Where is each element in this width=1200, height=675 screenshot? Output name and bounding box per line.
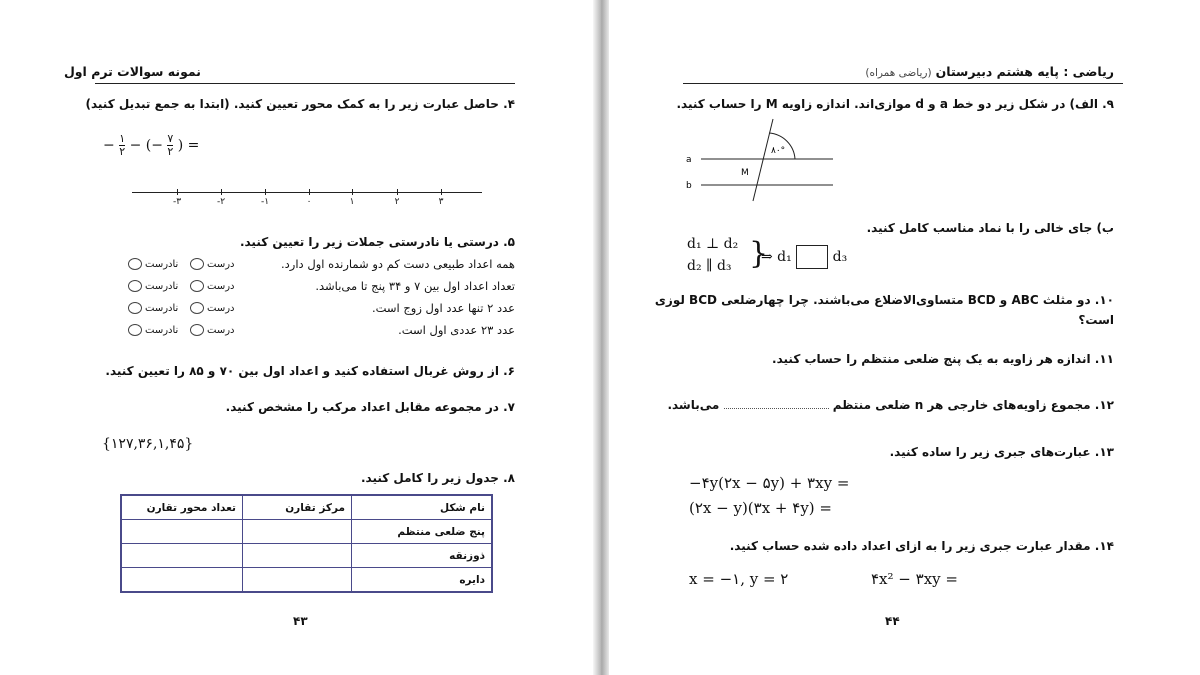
page-number: ۴۳ [293, 614, 308, 628]
axis-tick [397, 189, 398, 195]
denominator-1: ۲ [119, 145, 126, 158]
true-option[interactable] [190, 324, 234, 336]
axis-tick-label: ۲ [394, 197, 400, 207]
algebraic-expression: ۴x² − ۳xy = [871, 570, 958, 588]
label-b: b [686, 181, 692, 191]
question-12-text: ۱۲. مجموع زاویه‌های خارجی هر n ضلعی منتظم [832, 398, 1114, 412]
given-values: x = −۱, y = ۲ [689, 570, 789, 588]
radio-false[interactable] [128, 280, 142, 292]
expression-1: −۴y(۲x − ۵y) + ۳xy = [689, 474, 850, 492]
implication [761, 245, 847, 269]
radio-false[interactable] [128, 258, 142, 270]
symmetry-table [120, 494, 493, 593]
axis-tick-label: -۱ [260, 197, 270, 207]
question-12 [667, 398, 1114, 412]
page-header-title: ریاضی : پایه هشتم دبیرستان [935, 64, 1114, 79]
numerator-2: ۷ [167, 132, 174, 145]
false-option[interactable] [128, 324, 178, 336]
question-12-end: می‌باشد. [667, 398, 720, 412]
shape-name: ذوزنقه [352, 544, 493, 568]
question-14: ۱۴. مقدار عبارت جبری زیر را به ازای اعداد داده شده حساب کنید. [729, 539, 1114, 553]
question-7: ۷. در مجموعه مقابل اعداد مرکب را مشخص کنید. [225, 400, 515, 414]
label-a: a [686, 155, 692, 165]
false-option[interactable] [128, 280, 178, 292]
numerator-1: ۱ [119, 132, 126, 145]
axis-tick-label: ۳ [438, 197, 444, 207]
implication-end: d₃ [832, 249, 848, 265]
header-rule [683, 83, 1123, 84]
header-rule [95, 83, 515, 84]
radio-true[interactable] [190, 258, 204, 270]
question-8: ۸. جدول زیر را کامل کنید. [360, 471, 515, 485]
table-row [121, 568, 492, 593]
page-header-title: نمونه سوالات ترم اول [63, 64, 201, 79]
fraction-expression: − ۱ ۲ − (− ۷ ۲ ) = [103, 132, 200, 158]
false-option[interactable] [128, 258, 178, 270]
axis-tick [441, 189, 442, 195]
number-line-axis [132, 192, 482, 193]
false-label: نادرست [145, 281, 179, 292]
expression-2: (۲x − y)(۳x + ۴y) = [689, 499, 832, 517]
point-label: M [741, 168, 749, 178]
true-label: درست [207, 303, 235, 314]
angle-label: ۸۰° [771, 146, 786, 156]
true-label: درست [207, 325, 235, 336]
composite-set: {۱۲۷,۳۶,۱,۴۵} [102, 436, 194, 452]
table-cell[interactable] [121, 568, 243, 593]
answer-dotted-line[interactable] [724, 408, 829, 409]
blank-box[interactable] [796, 245, 828, 269]
question-4: ۴. حاصل عبارت زیر را به کمک محور تعیین کنید. (ابتدا به جمع تبدیل کنید) [85, 97, 515, 111]
true-option[interactable] [190, 302, 234, 314]
table-header-row [121, 495, 492, 520]
radio-true[interactable] [190, 324, 204, 336]
table-row [121, 544, 492, 568]
question-10: ۱۰. دو مثلث ABC و BCD متساوی‌الاضلاع می‌باشند. چرا چهارضلعی BCD لوزی است؟ [654, 293, 1114, 327]
true-option[interactable] [190, 258, 234, 270]
axis-tick [309, 189, 310, 195]
denominator-2: ۲ [167, 145, 174, 158]
true-label: درست [207, 281, 235, 292]
question-9b: ب) جای خالی را با نماد مناسب کامل کنید. [866, 221, 1114, 235]
shape-name: دایره [352, 568, 493, 593]
false-option[interactable] [128, 302, 178, 314]
statement-text: تعداد اعداد اول بین ۷ و ۳۴ پنج تا می‌باشد. [315, 279, 515, 293]
statement-text: عدد ۲۳ عددی اول است. [398, 323, 515, 337]
brace: } [749, 236, 769, 271]
false-label: نادرست [145, 325, 179, 336]
table-cell[interactable] [121, 544, 243, 568]
table-cell[interactable] [243, 544, 352, 568]
true-label: درست [207, 259, 235, 270]
statement-line-1: d₁ ⊥ d₂ [687, 236, 739, 252]
parallel-lines-figure [683, 115, 843, 203]
question-9a: ۹. الف) در شکل زیر دو خط a و d موازی‌اند. اندازه زاویه M را حساب کنید. [676, 97, 1114, 111]
page-number: ۴۴ [885, 614, 900, 628]
implication-arrow: ⇒ d₁ [761, 249, 792, 265]
axis-tick [352, 189, 353, 195]
axis-tick [221, 189, 222, 195]
statement-text: همه اعداد طبیعی دست کم دو شمارنده اول دارد. [281, 257, 515, 271]
axis-tick-label: -۲ [216, 197, 226, 207]
table-row [121, 520, 492, 544]
right-page [609, 0, 1200, 675]
page-header [865, 64, 1114, 79]
question-6: ۶. از روش غربال استفاده کنید و اعداد اول بین ۷۰ و ۸۵ را تعیین کنید. [105, 364, 515, 378]
left-page [0, 0, 593, 675]
axis-tick-label: -۳ [172, 197, 182, 207]
false-label: نادرست [145, 303, 179, 314]
question-5: ۵. درستی یا نادرستی جملات زیر را تعیین کنید. [239, 235, 515, 249]
shape-name: پنج ضلعی منتظم [352, 520, 493, 544]
radio-true[interactable] [190, 302, 204, 314]
transversal-line [753, 119, 773, 201]
radio-false[interactable] [128, 324, 142, 336]
page-header-subtitle: (ریاضی همراه) [865, 67, 932, 79]
header-center: مرکز تقارن [243, 495, 352, 520]
table-cell[interactable] [243, 520, 352, 544]
question-11: ۱۱. اندازه هر زاویه به یک پنج ضلعی منتظم را حساب کنید. [772, 352, 1114, 366]
question-13: ۱۳. عبارت‌های جبری زیر را ساده کنید. [889, 445, 1114, 459]
radio-true[interactable] [190, 280, 204, 292]
true-option[interactable] [190, 280, 234, 292]
perpendicular-statement [687, 233, 738, 277]
header-axis-count: تعداد محور تقارن [121, 495, 243, 520]
book-gutter [593, 0, 609, 675]
table-cell[interactable] [243, 568, 352, 593]
axis-tick-label: ۱ [349, 197, 355, 207]
axis-tick-label: ۰ [306, 197, 312, 207]
false-label: نادرست [145, 259, 179, 270]
statement-text: عدد ۲ تنها عدد اول زوج است. [371, 301, 515, 315]
axis-tick [265, 189, 266, 195]
axis-tick [177, 189, 178, 195]
statement-line-2: d₂ ∥ d₃ [687, 258, 732, 274]
radio-false[interactable] [128, 302, 142, 314]
table-cell[interactable] [121, 520, 243, 544]
header-shape-name: نام شکل [352, 495, 493, 520]
